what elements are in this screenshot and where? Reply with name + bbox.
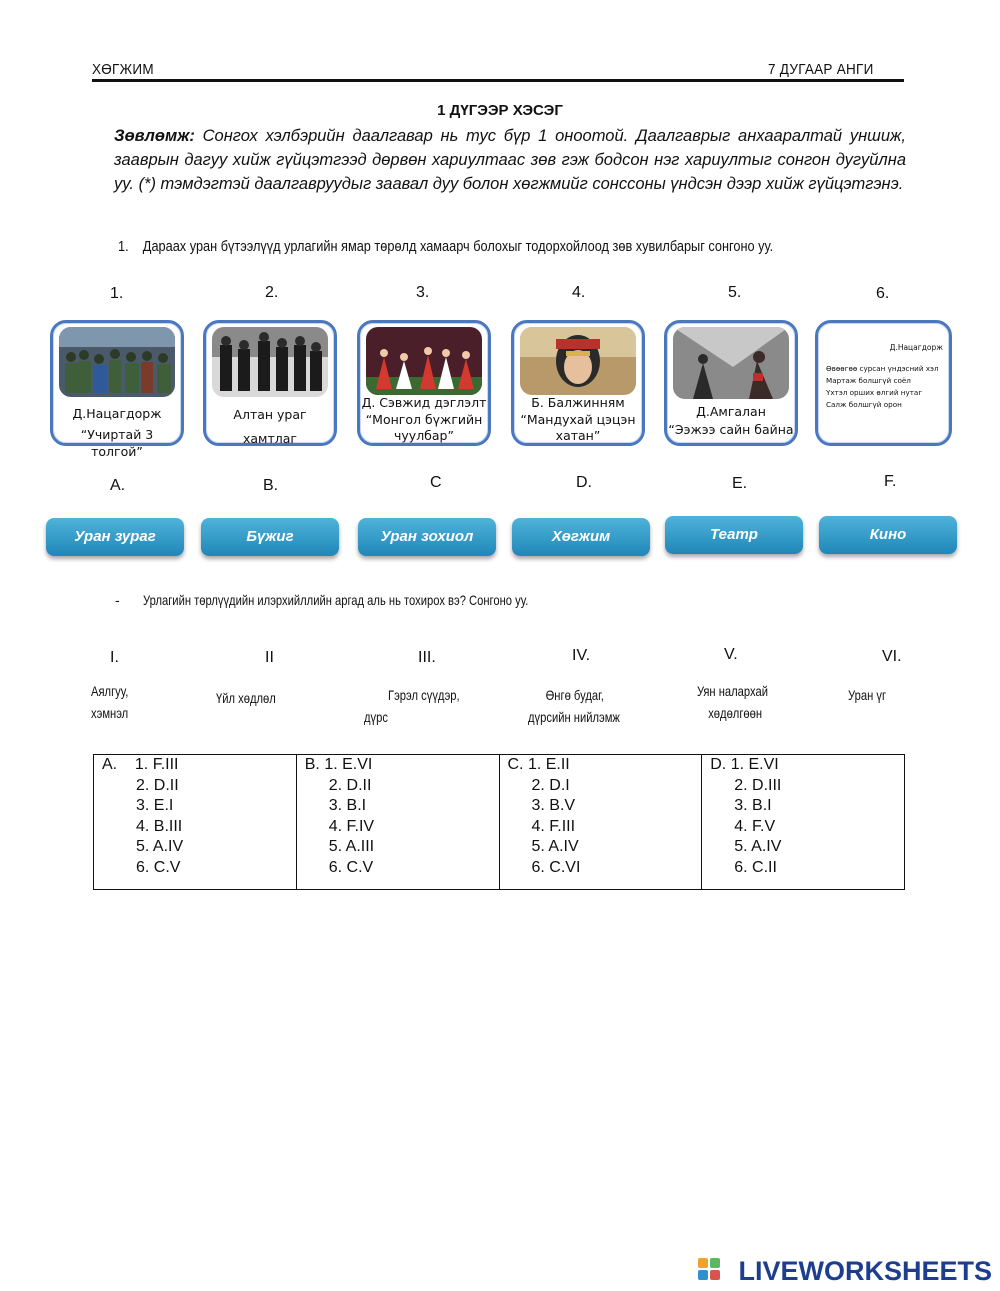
- question-1: [118, 238, 773, 255]
- genre-button-theater[interactable]: Театр: [665, 516, 803, 554]
- means-option: Өнгө будаг, дүрсийн нийлэмж: [528, 687, 620, 725]
- means-option: Гэрэл сүүдэр, дүрс: [364, 687, 460, 725]
- advice-text: Сонгох хэлбэрийн даалгавар нь тус бүр 1 оноотой. Даалгаврыг анхааралтай уншиж, зааврын дагуу хийж гүйцэтгээд дөрвөн хариултаас зөв гэж бодсон нэг хариултыг сонгон дугуйлна уу. (*) тэмдэгтэй даалгавруудыг заавал дуу болон хөгжмийг сонссоны үндсэн дээр хийж гүйцэтгэнэ.: [114, 127, 906, 193]
- work-card-3[interactable]: [357, 320, 491, 446]
- genre-letter: A.: [110, 477, 126, 494]
- question-2-text: Урлагийн төрлүүдийн илэрхийллийн аргад аль нь тохирох вэ? Сонгоно уу.: [143, 592, 529, 608]
- genre-button-literature[interactable]: Уран зохиол: [358, 518, 496, 556]
- grade-header: 7 ДУГААР АНГИ: [768, 61, 874, 78]
- genre-button-film[interactable]: Кино: [819, 516, 957, 554]
- film-photo: [520, 327, 636, 395]
- means-numeral: IV.: [572, 647, 591, 664]
- means-option: Аялгуу, хэмнэл: [91, 683, 129, 721]
- work-card-4[interactable]: [511, 320, 645, 446]
- poem-text: Өвөөгөө сурсан үндэсний хэл Мартаж болшгүй соёл Үхтэл орших өлгий нутаг Салж болшгүй орон: [826, 364, 939, 409]
- means-option: Уран үг: [848, 687, 887, 703]
- genre-letter: B.: [263, 477, 279, 494]
- work-number: 6.: [876, 285, 890, 302]
- work-number: 4.: [572, 284, 586, 301]
- work-number: 3.: [416, 284, 430, 301]
- means-numeral: II: [265, 649, 274, 666]
- means-numeral: VI.: [882, 648, 902, 665]
- means-option: Уян налархай хөдөлгөөн: [697, 683, 768, 721]
- subject-header: ХӨГЖИМ: [92, 61, 154, 78]
- genre-button-dance[interactable]: Бүжиг: [201, 518, 339, 556]
- work-caption: Д.Амгалан “Ээжээ сайн байна: [668, 404, 794, 437]
- means-option: Үйл хөдлөл: [216, 690, 276, 706]
- answer-choice-d[interactable]: D. 1. E.VI 2. D.III 3. B.I 4. F.V 5. A.IV 6. C.II: [702, 755, 905, 890]
- advice-label: Зөвлөмж:: [114, 127, 195, 145]
- answer-choice-a[interactable]: A. 1. F.III 2. D.II 3. E.I 4. B.III 5. A.IV 6. C.V: [94, 755, 297, 890]
- header-rule: [92, 79, 904, 82]
- means-numeral: III.: [418, 649, 436, 666]
- liveworksheets-brand[interactable]: LIVEWORKSHEETS: [738, 1256, 992, 1286]
- novel-photo: [59, 327, 175, 397]
- work-caption: Д. Сэвжид дэглэлт “Монгол бүжгийн чуулбар”: [361, 395, 487, 443]
- liveworksheets-logo-icon: [698, 1258, 720, 1280]
- work-card-6[interactable]: [815, 320, 952, 446]
- genre-button-painting[interactable]: Уран зураг: [46, 518, 184, 556]
- genre-letter: D.: [576, 474, 592, 491]
- work-number: 2.: [265, 284, 279, 301]
- genre-letter: F.: [884, 473, 897, 490]
- answer-table: [93, 754, 905, 890]
- means-numeral: V.: [724, 646, 738, 663]
- work-caption: Б. Балжинням “Мандухай цэцэн хатан”: [520, 395, 636, 443]
- means-numeral: I.: [110, 649, 119, 666]
- genre-letter: C: [430, 474, 442, 491]
- genre-letter: E.: [732, 475, 748, 492]
- work-caption: Алтан ураг хамтлаг: [233, 407, 307, 446]
- poem-author: Д.Нацагдорж: [889, 343, 943, 352]
- answer-choice-c[interactable]: C. 1. E.II 2. D.I 3. B.V 4. F.III 5. A.IV 6. C.VI: [499, 755, 702, 890]
- question-2-dash: -: [115, 592, 120, 608]
- question-1-text: Дараах уран бүтээлүүд урлагийн ямар төрөлд хамаарч болохыг тодорхойлоод зөв хувилбарыг сонгоно уу.: [142, 238, 774, 255]
- band-photo: [212, 327, 328, 397]
- work-caption: Д.Нацагдорж “Учиртай 3 толгой”: [72, 406, 162, 459]
- answer-choice-b[interactable]: B. 1. E.VI 2. D.II 3. B.I 4. F.IV 5. A.III 6. C.V: [296, 755, 499, 890]
- genre-button-music[interactable]: Хөгжим: [512, 518, 650, 556]
- question-1-number: 1.: [118, 238, 129, 255]
- section-title: 1 ДҮГЭЭР ХЭСЭГ: [437, 102, 563, 119]
- work-card-2[interactable]: [203, 320, 337, 446]
- theater-photo: [673, 327, 789, 399]
- work-number: 1.: [110, 285, 124, 302]
- work-number: 5.: [728, 284, 742, 301]
- work-card-1[interactable]: [50, 320, 184, 459]
- work-card-5[interactable]: [664, 320, 798, 446]
- advice-paragraph: [114, 124, 906, 196]
- dance-photo: [366, 327, 482, 395]
